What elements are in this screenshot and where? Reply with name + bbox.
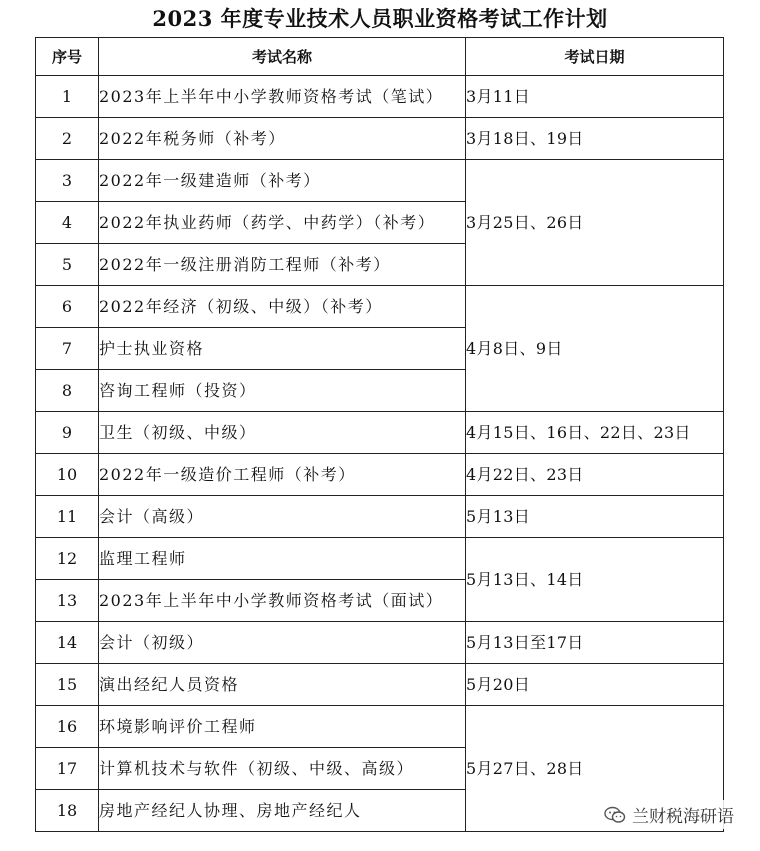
- table-row: [36, 160, 724, 202]
- row-exam-name: 房地产经纪人协理、房地产经纪人: [99, 790, 466, 832]
- header-seq: 序号: [36, 38, 99, 76]
- table-row: [36, 286, 724, 328]
- table-row: [36, 706, 724, 748]
- row-seq: 3: [36, 160, 99, 202]
- row-seq: 2: [36, 118, 99, 160]
- row-seq: 13: [36, 580, 99, 622]
- row-seq: 1: [36, 76, 99, 118]
- row-exam-name: 护士执业资格: [99, 328, 466, 370]
- row-seq: 9: [36, 412, 99, 454]
- table-row: [36, 622, 724, 664]
- row-seq: 4: [36, 202, 99, 244]
- row-exam-date: 3月18日、19日: [466, 118, 724, 160]
- row-exam-name: 会计（初级）: [99, 622, 466, 664]
- row-exam-name: 2022年执业药师（药学、中药学）（补考）: [99, 202, 466, 244]
- row-exam-name: 计算机技术与软件（初级、中级、高级）: [99, 748, 466, 790]
- table-row: [36, 76, 724, 118]
- row-seq: 5: [36, 244, 99, 286]
- row-exam-date: 5月13日至17日: [466, 622, 724, 664]
- row-exam-name: 2022年一级注册消防工程师（补考）: [99, 244, 466, 286]
- row-exam-name: 2022年税务师（补考）: [99, 118, 466, 160]
- row-exam-name: 卫生（初级、中级）: [99, 412, 466, 454]
- row-seq: 7: [36, 328, 99, 370]
- row-seq: 16: [36, 706, 99, 748]
- wechat-icon: [604, 806, 626, 824]
- table-row: [36, 118, 724, 160]
- row-exam-date: 4月8日、9日: [466, 286, 724, 412]
- row-exam-name: 会计（高级）: [99, 496, 466, 538]
- table-row: [36, 538, 724, 580]
- page-title: 2023 年度专业技术人员职业资格考试工作计划: [152, 6, 608, 31]
- row-exam-name: 监理工程师: [99, 538, 466, 580]
- row-exam-date: 4月22日、23日: [466, 454, 724, 496]
- row-seq: 18: [36, 790, 99, 832]
- row-exam-date: 5月27日、28日: [466, 706, 724, 832]
- row-seq: 17: [36, 748, 99, 790]
- row-seq: 12: [36, 538, 99, 580]
- header-exam-name: 考试名称: [99, 38, 466, 76]
- row-exam-date: 3月11日: [466, 76, 724, 118]
- watermark: [600, 800, 738, 829]
- row-seq: 8: [36, 370, 99, 412]
- table-row: [36, 412, 724, 454]
- row-exam-name: 2023年上半年中小学教师资格考试（笔试）: [99, 76, 466, 118]
- watermark-text: 兰财税海研语: [632, 807, 734, 827]
- row-exam-date: 5月20日: [466, 664, 724, 706]
- table-row: [36, 454, 724, 496]
- row-exam-date: 5月13日: [466, 496, 724, 538]
- row-exam-name: 2022年一级建造师（补考）: [99, 160, 466, 202]
- row-exam-name: 咨询工程师（投资）: [99, 370, 466, 412]
- exam-schedule-table: [35, 37, 724, 832]
- row-exam-date: 4月15日、16日、22日、23日: [466, 412, 724, 454]
- header-exam-date: 考试日期: [466, 38, 724, 76]
- row-seq: 10: [36, 454, 99, 496]
- row-exam-name: 2022年一级造价工程师（补考）: [99, 454, 466, 496]
- row-exam-name: 2022年经济（初级、中级）（补考）: [99, 286, 466, 328]
- table-row: [36, 496, 724, 538]
- table-row: [36, 664, 724, 706]
- table-header-row: [36, 38, 724, 76]
- row-exam-name: 演出经纪人员资格: [99, 664, 466, 706]
- row-seq: 15: [36, 664, 99, 706]
- row-seq: 6: [36, 286, 99, 328]
- row-exam-name: 2023年上半年中小学教师资格考试（面试）: [99, 580, 466, 622]
- row-exam-date: 3月25日、26日: [466, 160, 724, 286]
- row-seq: 14: [36, 622, 99, 664]
- row-exam-date: 5月13日、14日: [466, 538, 724, 622]
- row-seq: 11: [36, 496, 99, 538]
- row-exam-name: 环境影响评价工程师: [99, 706, 466, 748]
